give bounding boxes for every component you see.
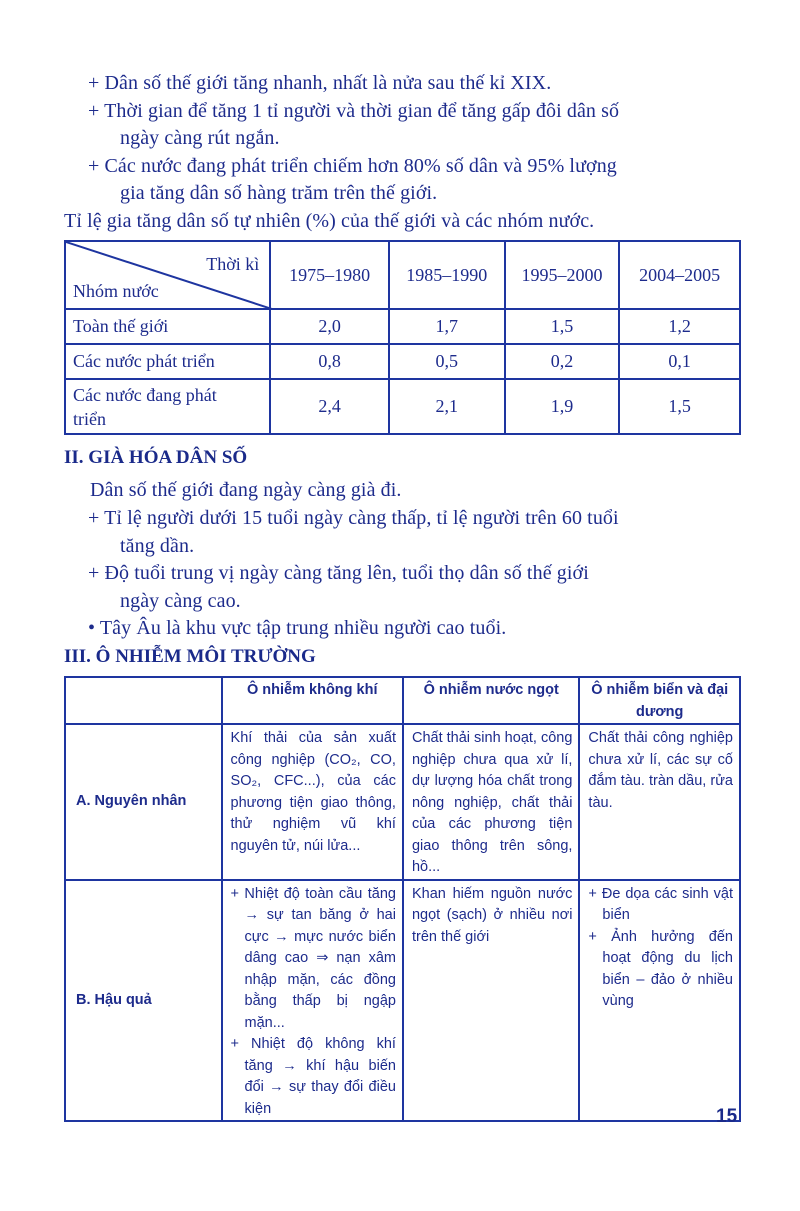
table-row [65,309,740,344]
table-row-consequences [65,880,740,1122]
aging-bullet: + Độ tuổi trung vị ngày càng tăng lên, tuổi thọ dân số thế giới [88,562,589,584]
table-cell: 0,8 [270,344,389,379]
row-label: Toàn thế giới [65,309,270,344]
table-caption: Tỉ lệ gia tăng dân số tự nhiên (%) của thế giới và các nhóm nước. [64,210,595,232]
table-cell: 2,0 [270,309,389,344]
consequence-item: + Ảnh hưởng đến hoạt động du lịch biển – đảo ở nhiều vùng [588,928,733,1009]
table-corner-cell [65,241,270,309]
aging-bullet-cont: ngày càng cao. [120,590,241,612]
growth-rate-table [64,240,741,435]
bullet-developing-share-cont: gia tăng dân số hàng trăm trên thế giới. [120,182,438,204]
table-cell: 1,5 [619,379,740,434]
bullet-developing-share: + Các nước đang phát triển chiếm hơn 80% số dân và 95% lượng [88,155,617,177]
row-label: Các nước phát triển [65,344,270,379]
consequence-item: + Nhiệt độ toàn cầu tăng → sự tan băng ở hai cực → mực nước biển dâng cao ⇒ nạn xâm nhập mặn, các đồng bằng thấp bị ngập mặn... [230,885,396,1031]
table-row [65,379,740,434]
air-consequences [222,880,403,1122]
page-number: 15 [716,1106,738,1127]
table-cell: 0,2 [505,344,620,379]
header-freshwater-pollution: Ô nhiễm nước ngọt [403,677,579,724]
table-row-causes [65,724,740,880]
row-label-line: Các nước đang phát [73,384,217,405]
row-label-line: triển [73,408,106,429]
freshwater-consequences: Khan hiếm nguồn nước ngọt (sạch) ở nhiều nơi trên thế giới [403,880,579,1122]
table-cell: 1,2 [619,309,740,344]
section-heading-aging: II. GIÀ HÓA DÂN SỐ [64,447,248,468]
sea-causes: Chất thải công nghiệp chưa xử lí, các sự cố đắm tàu. tràn dầu, rửa tàu. [579,724,740,880]
bullet-population-growth: + Dân số thế giới tăng nhanh, nhất là nửa sau thế kỉ XIX. [88,72,552,94]
table-cell: 1,7 [389,309,505,344]
row-label [65,379,270,434]
table-cell: 2,4 [270,379,389,434]
bullet-time-to-grow: + Thời gian để tăng 1 tỉ người và thời gian để tăng gấp đôi dân số [88,100,620,122]
table-cell: 1,5 [505,309,620,344]
period-header: 1995–2000 [505,241,620,309]
period-header: 1975–1980 [270,241,389,309]
corner-label-period: Thời kì [206,254,260,274]
row-label-consequences: B. Hậu quả [65,880,222,1122]
aging-bullet: • Tây Âu là khu vực tập trung nhiều người cao tuổi. [88,617,507,639]
freshwater-causes: Chất thải sinh hoạt, công nghiệp chưa qua xử lí, dự lượng hóa chất trong nông nghiệp, chất thải của các phương tiện giao thông trên sông, hồ... [403,724,579,880]
aging-bullet-cont: tăng dần. [120,535,195,557]
aging-intro: Dân số thế giới đang ngày càng già đi. [90,479,402,501]
period-header: 2004–2005 [619,241,740,309]
table-cell: 0,5 [389,344,505,379]
period-header: 1985–1990 [389,241,505,309]
header-empty [65,677,222,724]
table-cell: 1,9 [505,379,620,434]
sea-consequences [579,880,740,1122]
header-air-pollution: Ô nhiễm không khí [222,677,403,724]
pollution-table [64,676,741,1122]
header-sea-pollution: Ô nhiễm biển và đại dương [579,677,740,724]
corner-label-group: Nhóm nước [73,281,159,301]
table-cell: 0,1 [619,344,740,379]
consequence-item: + Đe dọa các sinh vật biển [588,885,733,923]
consequence-item: + Nhiệt độ không khí tăng → khí hậu biến đổi → sự thay đổi điều kiện [230,1036,396,1117]
aging-bullet: + Tỉ lệ người dưới 15 tuổi ngày càng thấp, tỉ lệ người trên 60 tuổi [88,507,619,529]
bullet-time-to-grow-cont: ngày càng rút ngắn. [120,127,280,149]
table-row [65,344,740,379]
section-heading-pollution: III. Ô NHIỄM MÔI TRƯỜNG [64,646,316,667]
row-label-causes: A. Nguyên nhân [65,724,222,880]
air-causes: Khí thải của sản xuất công nghiệp (CO₂, CO, SO₂, CFC...), của các phương tiện giao thông, thử nghiệm vũ khí nguyên tử, núi lửa... [222,724,403,880]
table-cell: 2,1 [389,379,505,434]
